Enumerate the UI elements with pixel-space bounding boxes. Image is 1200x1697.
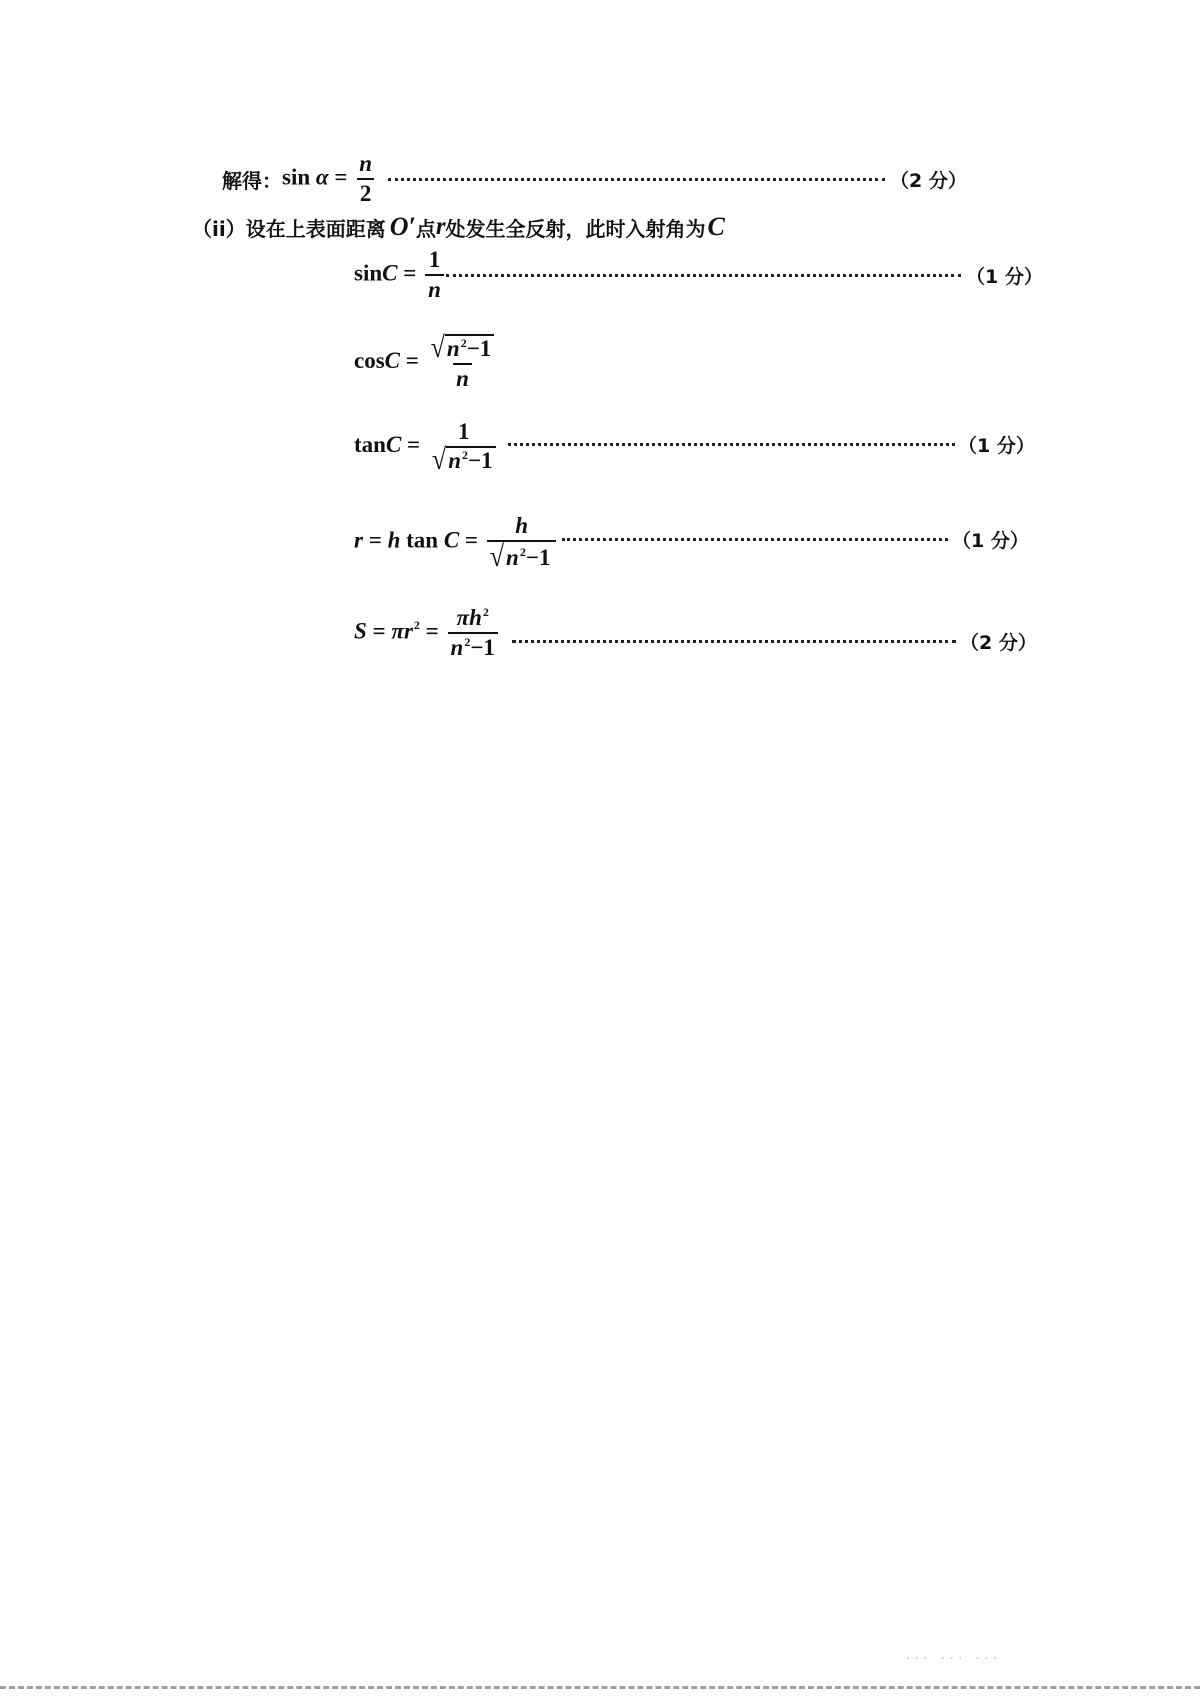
fraction: $\frac{n}{2}$: [356, 152, 375, 206]
square-root: √ $n^2-1$: [489, 539, 551, 574]
r-equation: r = h tan C = h √ $n^2-1$: [354, 514, 559, 570]
sin-c-equation: sinC = $\frac{1}{n}$: [354, 248, 447, 302]
score-label: （1 分）: [958, 435, 1035, 457]
part-ii-heading: （ⅰⅰ）设在上表面距离 O′ 点 r 处发生全反射，此时入射角为 C: [192, 212, 725, 241]
square-root: √ $n^2-1$: [432, 446, 496, 473]
dot-leader: [446, 274, 961, 277]
score-label: （1 分）: [966, 266, 1043, 288]
score-label: （2 分）: [890, 170, 967, 192]
sin-alpha-equation: sin α = $\frac{n}{2}$: [282, 152, 378, 206]
fraction: 1 √ $n^2-1$: [429, 420, 499, 473]
faint-watermark: ··· ··· ···: [905, 1648, 1001, 1669]
square-root: √ $n^2-1$: [431, 334, 495, 361]
dot-leader: [512, 640, 956, 643]
fraction: $\frac{\pi h^2}{n^2-1}$: [448, 606, 498, 660]
score-label: （1 分）: [952, 530, 1029, 552]
cos-c-equation: cosC = √ $n^2-1$ n: [354, 334, 500, 391]
dot-leader: [508, 443, 955, 446]
fraction: $\frac{1}{n}$: [425, 248, 444, 302]
step-solve-sin-alpha: [222, 152, 378, 206]
solve-label: 解得：: [222, 168, 282, 193]
fraction: √ $n^2-1$ n: [428, 334, 498, 391]
score-label: （2 分）: [960, 632, 1037, 654]
area-equation: $S = \pi r^2$ = $\frac{\pi h^2}{n^2-1}$: [354, 606, 501, 660]
dot-leader: [388, 178, 885, 181]
dot-leader: [562, 538, 948, 541]
tan-c-equation: tanC = 1 √ $n^2-1$: [354, 420, 502, 473]
fraction: h √ $n^2-1$: [487, 514, 557, 570]
scan-edge-noise: [0, 1686, 1200, 1689]
